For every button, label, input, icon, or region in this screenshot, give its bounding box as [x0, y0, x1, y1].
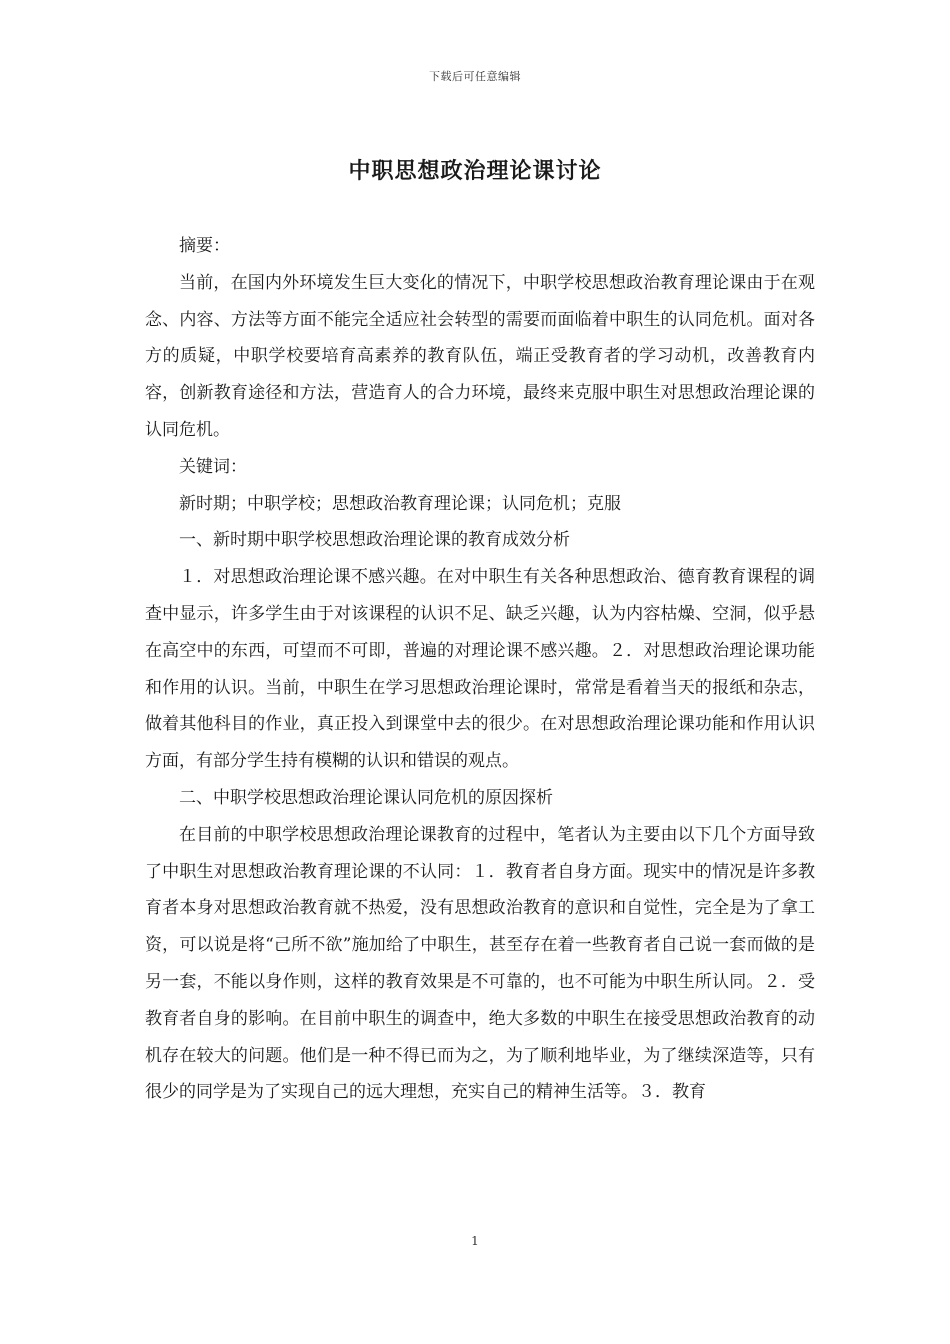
- page-number: 1: [471, 1234, 479, 1248]
- section-heading-2: 二、中职学校思想政治理论课认同危机的原因探析: [179, 787, 553, 808]
- section-2-paragraph: 在目前的中职学校思想政治理论课教育的过程中，笔者认为主要由以下几个方面导致了中职生对思想政治教育理论课的不认同：１．教育者自身方面。现实中的情况是许多教育者本身对思想政治教育就不热爱，没有思想政治教育的意识和自觉性，完全是为了拿工资，可以说是将“己所不欲”施加给了中职生，甚至存在着一些教育者自己说一套而做的是另一套，不能以身作则，这样的教育效果是不可靠的，也不可能为中职生所认同。２．受教育者自身的影响。在目前中职生的调查中，绝大多数的中职生在接受思想政治教育的动机存在较大的问题。他们是一种不得已而为之，为了顺利地毕业，为了继续深造等，只有很少的同学是为了实现自己的远大理想，充实自己的精神生活等。３．教育: [145, 824, 815, 1103]
- body-text: [145, 228, 815, 1111]
- keywords-label: 关键词：: [179, 456, 247, 477]
- keywords-paragraph: 新时期；中职学校；思想政治教育理论课；认同危机；克服: [179, 493, 621, 514]
- header-note: 下载后可任意编辑: [429, 70, 521, 83]
- section-heading-1: 一、新时期中职学校思想政治理论课的教育成效分析: [179, 530, 570, 551]
- abstract-label: 摘要：: [179, 236, 230, 256]
- abstract-paragraph: 当前，在国内外环境发生巨大变化的情况下，中职学校思想政治教育理论课由于在观念、内容、方法等方面不能完全适应社会转型的需要而面临着中职生的认同危机。面对各方的质疑，中职学校要培育高素养的教育队伍，端正受教育者的学习动机，改善教育内容，创新教育途径和方法，营造育人的合力环境，最终来克服中职生对思想政治理论课的认同危机。: [145, 272, 815, 440]
- section-1-paragraph: １．对思想政治理论课不感兴趣。在对中职生有关各种思想政治、德育教育课程的调查中显示，许多学生由于对该课程的认识不足、缺乏兴趣，认为内容枯燥、空洞，似乎悬在高空中的东西，可望而不可即，普遍的对理论课不感兴趣。２．对思想政治理论课功能和作用的认识。当前，中职生在学习思想政治理论课时，常常是看着当天的报纸和杂志，做着其他科目的作业，真正投入到课堂中去的很少。在对思想政治理论课功能和作用认识方面，有部分学生持有模糊的认识和错误的观点。: [145, 567, 815, 772]
- document-title: 中职思想政治理论课讨论: [348, 159, 602, 184]
